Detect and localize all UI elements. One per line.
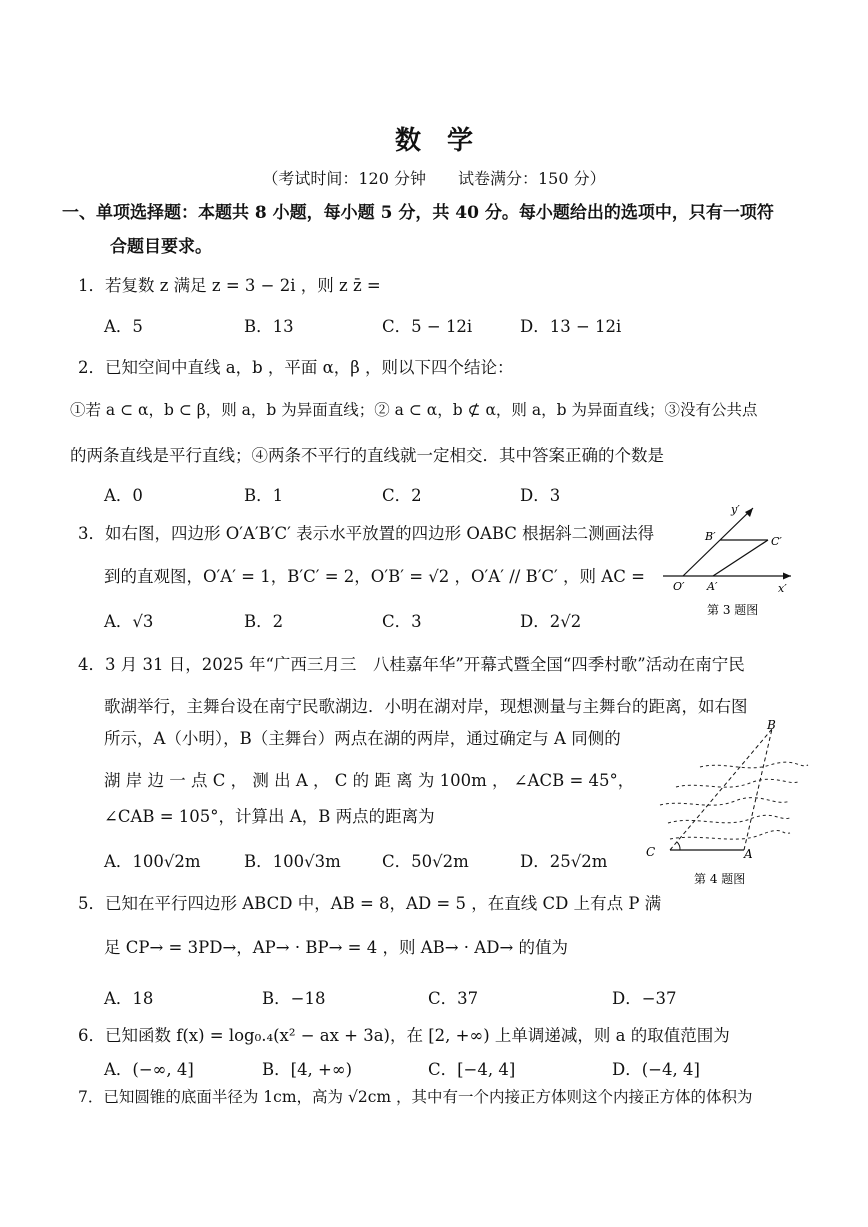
y-axis-arrow (745, 508, 753, 517)
question-7-text: 7．已知圆锥的底面半径为 1cm，高为 √2cm ，其中有一个内接正方体则这个内接正方体的体积为 (78, 1088, 753, 1106)
q2-option-b: B．1 (244, 486, 284, 505)
question-2-text: 2．已知空间中直线 a，b ，平面 α，β ，则以下四个结论： (78, 358, 514, 377)
label-c: C′ (771, 535, 782, 548)
section-heading-cont: 合题目要求。 (110, 237, 212, 257)
x-axis-arrow (783, 573, 791, 580)
y-axis (683, 508, 753, 576)
q2-option-a: A．0 (104, 486, 143, 505)
question-4-text-4: 湖 岸 边 一 点 C ， 测 出 A ， C 的 距 离 为 100m ， ∠ACB = 45°， (104, 771, 635, 790)
question-2-statements-cont: 的两条直线是平行直线；④两条不平行的直线就一定相交．其中答案正确的个数是 (70, 446, 664, 465)
question-6-text: 6．已知函数 f(x) = log₀.₄(x² − ax + 3a)，在 [2, +∞) 上单调递减，则 a 的取值范围为 (78, 1026, 730, 1045)
question-2-statements: ①若 a ⊂ α，b ⊂ β，则 a，b 为异面直线；② a ⊂ α，b ⊄ α，则 a，b 为异面直线；③没有公共点 (70, 401, 758, 419)
q5-option-b: B．−18 (262, 989, 326, 1008)
label-x: x′ (778, 582, 787, 595)
question-1-text: 1．若复数 z 满足 z = 3 − 2i ，则 z z̄ = (78, 276, 381, 295)
section-heading: 一、单项选择题：本题共 8 小题，每小题 5 分，共 40 分。每小题给出的选项中，只有一项符 (62, 203, 774, 223)
q4-option-b: B．100√3m (244, 852, 341, 871)
question-3-text-cont: 到的直观图，O′A′ = 1，B′C′ = 2，O′B′ = √2 ，O′A′ // B′C′ ，则 AC = (104, 567, 645, 586)
q3-option-d: D．2√2 (520, 612, 582, 631)
q6-option-c: C．[−4, 4] (428, 1060, 516, 1079)
segment-c-a (713, 540, 768, 576)
q3-option-a: A．√3 (104, 612, 154, 631)
q1-option-d: D．13 − 12i (520, 317, 622, 336)
label-o: O′ (673, 580, 685, 593)
q4-option-d: D．25√2m (520, 852, 608, 871)
q2-option-d: D．3 (520, 486, 561, 505)
q4-option-c: C．50√2m (382, 852, 469, 871)
q1-option-a: A．5 (104, 317, 143, 336)
segment-c-b (670, 729, 772, 850)
label-a: A (744, 847, 753, 861)
question-4-text: 4．3 月 31 日，2025 年“广西三月三 八桂嘉年华”开幕式暨全国“四季村歌”活动在南宁民 (78, 655, 745, 674)
label-b: B′ (705, 530, 716, 543)
q2-option-c: C．2 (382, 486, 422, 505)
q3-option-c: C．3 (382, 612, 422, 631)
q3-option-b: B．2 (244, 612, 284, 631)
question-4-text-2: 歌湖举行，主舞台设在南宁民歌湖边．小明在湖对岸，现想测量与主舞台的距离，如右图 (104, 697, 748, 716)
question-4-text-5: ∠CAB = 105°，计算出 A，B 两点的距离为 (104, 807, 435, 826)
question-4-text-3: 所示，A（小明），B（主舞台）两点在湖的两岸，通过确定与 A 同侧的 (104, 729, 621, 748)
q1-option-b: B．13 (244, 317, 294, 336)
q5-option-d: D．−37 (612, 989, 677, 1008)
figure-3-caption: 第 3 题图 (707, 603, 759, 617)
q6-option-d: D．(−4, 4] (612, 1060, 700, 1079)
q6-option-b: B．[4, +∞) (262, 1060, 353, 1079)
exam-info: （考试时间：120 分钟 试卷满分：150 分） (262, 169, 606, 188)
q5-option-a: A．18 (104, 989, 154, 1008)
label-y: y′ (731, 503, 740, 516)
figure-3-oblique-diagram (655, 498, 795, 623)
figure-4-lake-diagram (640, 715, 810, 890)
q6-option-a: A．(−∞, 4] (104, 1060, 194, 1079)
page-title: 数学 (394, 126, 499, 156)
label-b: B (767, 718, 776, 732)
question-5-text: 5．已知在平行四边形 ABCD 中，AB = 8，AD = 5 ，在直线 CD 上有点 P 满 (78, 894, 662, 913)
label-a: A′ (707, 580, 718, 593)
q4-option-a: A．100√2m (104, 852, 201, 871)
q1-option-c: C．5 − 12i (382, 317, 473, 336)
label-c: C (646, 845, 656, 859)
q5-option-c: C．37 (428, 989, 479, 1008)
figure-4-caption: 第 4 题图 (694, 872, 746, 886)
question-3-text: 3．如右图，四边形 O′A′B′C′ 表示水平放置的四边形 OABC 根据斜二测画法得 (78, 524, 655, 543)
question-5-text-cont: 足 CP→ = 3PD→，AP→ · BP→ = 4 ，则 AB→ · AD→ 的值为 (104, 938, 569, 957)
angle-c-mark (677, 842, 680, 850)
